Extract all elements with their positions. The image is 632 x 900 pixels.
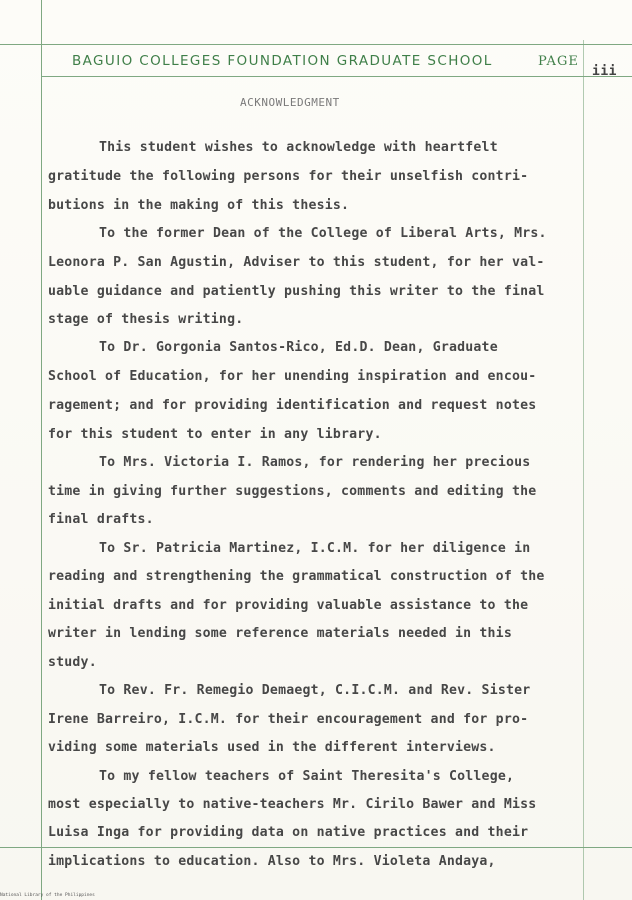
body-line: To Mrs. Victoria I. Ramos, for rendering her precious [99, 455, 531, 470]
page-number: iii [592, 64, 617, 79]
bottom-rule [0, 847, 632, 848]
body-line: School of Education, for her unending inspiration and encou- [48, 369, 537, 384]
left-margin-rule [41, 0, 42, 900]
body-line: viding some materials used in the different interviews. [48, 740, 496, 755]
body-line: Leonora P. San Agustin, Adviser to this student, for her val- [48, 255, 545, 270]
body-line: To Sr. Patricia Martinez, I.C.M. for her diligence in [99, 541, 531, 556]
body-line: final drafts. [48, 512, 154, 527]
body-line: study. [48, 655, 97, 670]
right-margin-rule [583, 40, 584, 900]
body-line: time in giving further suggestions, comments and editing the [48, 484, 537, 499]
page-label: PAGE [538, 54, 579, 69]
body-line: ragement; and for providing identification and request notes [48, 398, 537, 413]
top-rule [0, 44, 632, 45]
body-line: butions in the making of this thesis. [48, 198, 350, 213]
scan-footer: National Library of the Philippines [0, 893, 95, 898]
body-line: reading and strengthening the grammatical construction of the [48, 569, 545, 584]
body-line: To my fellow teachers of Saint Theresita's College, [99, 769, 515, 784]
body-line: To Rev. Fr. Remegio Demaegt, C.I.C.M. and Rev. Sister [99, 683, 531, 698]
body-line: Luisa Inga for providing data on native practices and their [48, 825, 529, 840]
body-line: gratitude the following persons for their unselfish contri- [48, 169, 529, 184]
body-line: initial drafts and for providing valuable assistance to the [48, 598, 529, 613]
body-line: stage of thesis writing. [48, 312, 244, 327]
body-line: This student wishes to acknowledge with heartfelt [99, 140, 498, 155]
institution-header: BAGUIO COLLEGES FOUNDATION GRADUATE SCHOOL [72, 53, 493, 69]
body-line: To Dr. Gorgonia Santos-Rico, Ed.D. Dean, Graduate [99, 340, 498, 355]
header-rule [41, 76, 632, 77]
body-line: writer in lending some reference materials needed in this [48, 626, 512, 641]
body-line: for this student to enter in any library. [48, 427, 382, 442]
body-line: most especially to native-teachers Mr. Cirilo Bawer and Miss [48, 797, 537, 812]
body-line: To the former Dean of the College of Liberal Arts, Mrs. [99, 226, 547, 241]
page-title: ACKNOWLEDGMENT [240, 96, 340, 109]
body-line: uable guidance and patiently pushing this writer to the final [48, 284, 545, 299]
body-line: Irene Barreiro, I.C.M. for their encouragement and for pro- [48, 712, 529, 727]
body-line: implications to education. Also to Mrs. Violeta Andaya, [48, 854, 496, 869]
